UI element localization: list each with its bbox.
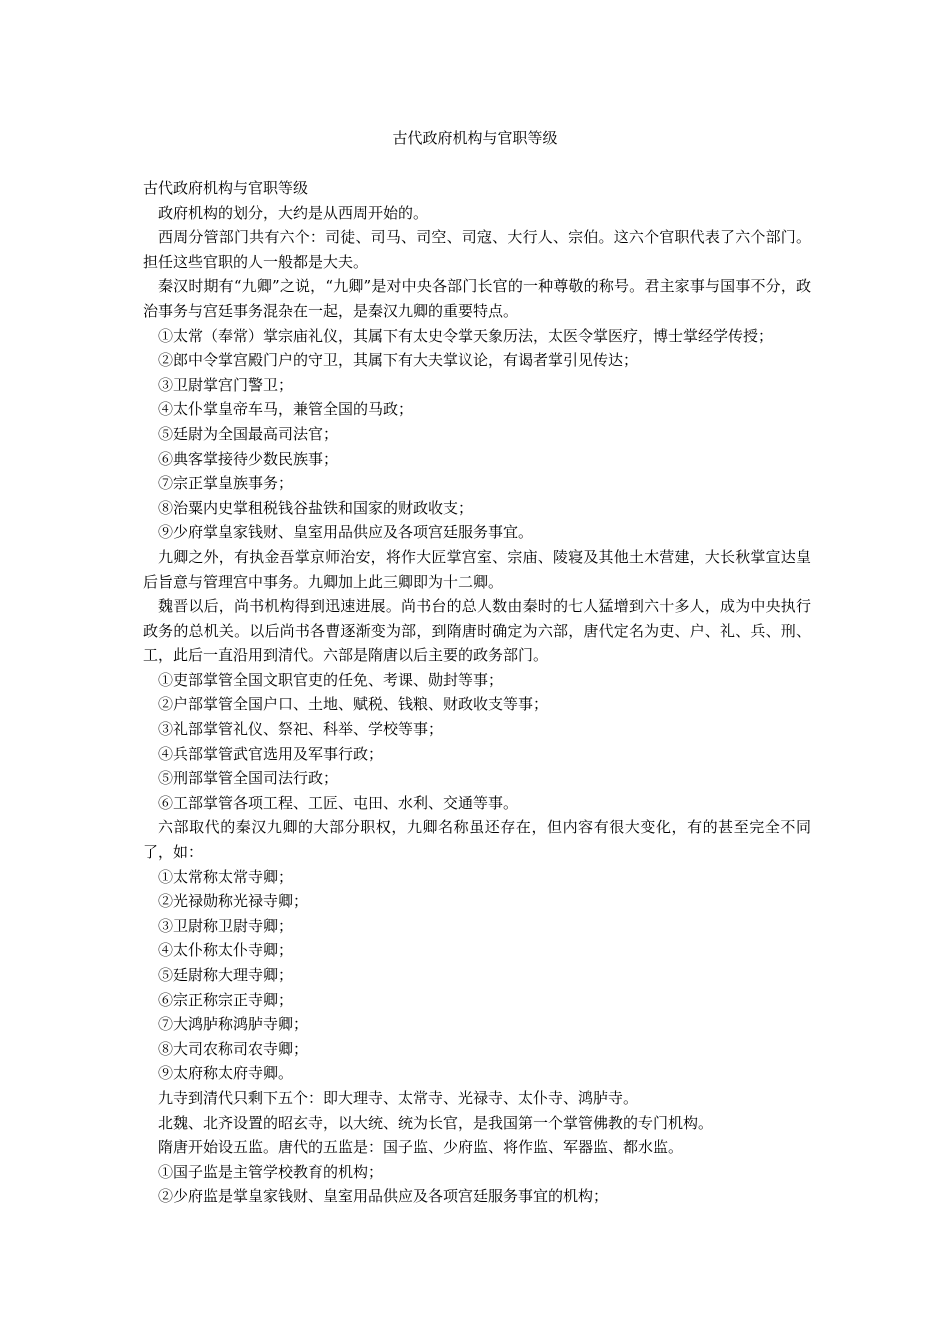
paragraph: 隋唐开始设五监。唐代的五监是：国子监、少府监、将作监、军器监、都水监。: [158, 1138, 684, 1157]
paragraph: ②光禄勋称光禄寺卿；: [158, 892, 309, 911]
paragraph: ⑧治粟内史掌租税钱谷盐铁和国家的财政收支；: [158, 498, 474, 517]
paragraph: ⑨太府称太府寺卿。: [158, 1064, 294, 1083]
paragraph: 九寺到清代只剩下五个：即大理寺、太常寺、光禄寺、太仆寺、鸿胪寺。: [158, 1088, 639, 1107]
page-title: 古代政府机构与官职等级: [392, 129, 558, 147]
paragraph: ⑤刑部掌管全国司法行政；: [158, 769, 339, 788]
paragraph: ⑦宗正掌皇族事务；: [158, 474, 294, 493]
paragraph: ②户部掌管全国户口、土地、赋税、钱粮、财政收支等事；: [158, 695, 549, 714]
paragraph: ⑦大鸿胪称鸿胪寺卿；: [158, 1015, 309, 1034]
paragraph: ②少府监是掌皇家钱财、皇室用品供应及各项宫廷服务事宜的机构；: [158, 1187, 609, 1206]
paragraph: ③礼部掌管礼仪、祭祀、科举、学校等事；: [158, 720, 444, 739]
paragraph: 西周分管部门共有六个：司徒、司马、司空、司寇、大行人、宗伯。这六个官职代表了六个部门。担任这些官职的人一般都是大夫。: [143, 228, 811, 271]
paragraph: ⑥宗正称宗正寺卿；: [158, 990, 294, 1009]
paragraph: 六部取代的秦汉九卿的大部分职权，九卿名称虽还存在，但内容有很大变化，有的甚至完全不同了，如：: [143, 818, 811, 862]
paragraph: ①国子监是主管学校教育的机构；: [158, 1162, 384, 1181]
paragraph: ④太仆称太仆寺卿；: [158, 941, 294, 960]
paragraph: ③卫尉称卫尉寺卿；: [158, 916, 294, 935]
paragraph: ⑨少府掌皇家钱财、皇室用品供应及各项宫廷服务事宜。: [158, 523, 534, 542]
section-heading: 古代政府机构与官职等级: [143, 179, 309, 197]
paragraph: ②郎中令掌宫殿门户的守卫，其属下有大夫掌议论，有谒者掌引见传达；: [158, 351, 639, 370]
paragraph: ⑤廷尉为全国最高司法官；: [158, 424, 339, 443]
paragraph: 北魏、北齐设置的昭玄寺，以大统、统为长官，是我国第一个掌管佛教的专门机构。: [158, 1113, 714, 1132]
paragraph: ①吏部掌管全国文职官吏的任免、考课、勋封等事；: [158, 670, 504, 689]
paragraph: ④太仆掌皇帝车马，兼管全国的马政；: [158, 400, 414, 419]
paragraph: ①太常称太常寺卿；: [158, 867, 294, 886]
paragraph: ⑥典客掌接待少数民族事；: [158, 449, 339, 468]
document-body: [143, 176, 811, 1209]
paragraph: ⑧大司农称司农寺卿；: [158, 1039, 309, 1058]
paragraph: 魏晋以后，尚书机构得到迅速进展。尚书台的总人数由秦时的七人猛增到六十多人，成为中央执行政务的总机关。以后尚书各曹逐渐变为部，到隋唐时确定为六部，唐代定名为吏、户、礼、兵、刑、工，此后一直沿用到清代。六部是隋唐以后主要的政务部门。: [143, 597, 811, 665]
paragraph: ⑤廷尉称大理寺卿；: [158, 966, 294, 984]
paragraph: ⑥工部掌管各项工程、工匠、屯田、水利、交通等事。: [158, 793, 519, 812]
paragraph: 政府机构的划分，大约是从西周开始的。: [158, 203, 429, 222]
paragraph: ①太常（奉常）掌宗庙礼仪，其属下有太史令掌天象历法，太医令掌医疗，博士掌经学传授；: [158, 326, 774, 345]
paragraph: ④兵部掌管武官选用及军事行政；: [158, 744, 384, 763]
paragraph: 九卿之外，有执金吾掌京师治安，将作大匠掌宫室、宗庙、陵寝及其他土木营建，大长秋掌宣达皇后旨意与管理宫中事务。九卿加上此三卿即为十二卿。: [143, 547, 811, 591]
paragraph: ③卫尉掌宫门警卫；: [158, 375, 294, 394]
paragraph: 秦汉时期有“九卿”之说，“九卿”是对中央各部门长官的一种尊敬的称号。君主家事与国事不分，政治事务与宫廷事务混杂在一起，是秦汉九卿的重要特点。: [143, 277, 811, 320]
